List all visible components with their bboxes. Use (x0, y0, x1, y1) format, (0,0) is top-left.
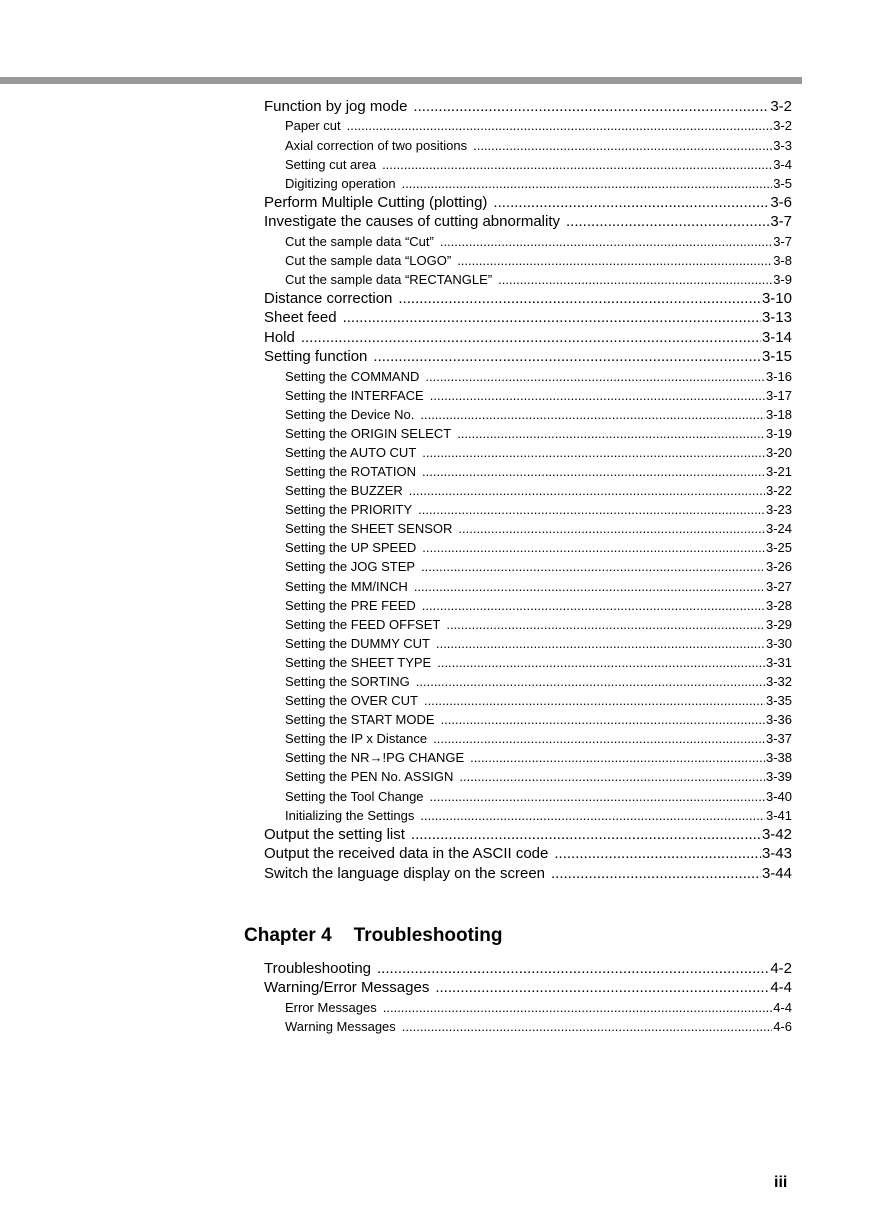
toc-entry-page: 3-40 (765, 788, 792, 804)
toc-entry-label: Function by jog mode (264, 98, 408, 115)
toc-subentry[interactable] (264, 443, 792, 462)
dot-leader (422, 443, 765, 462)
toc-subentry[interactable] (264, 577, 792, 596)
toc-subentry[interactable] (264, 155, 792, 174)
toc-entry-label: Cut the sample data “Cut” (285, 233, 434, 249)
toc-entry-label: Troubleshooting (264, 960, 372, 977)
toc-entry-label: Investigate the causes of cutting abnormality (264, 213, 561, 231)
dot-leader (383, 998, 772, 1017)
toc-entry[interactable] (264, 825, 792, 844)
dot-leader (430, 386, 765, 405)
toc-entry-page: 3-29 (765, 616, 792, 632)
dot-leader (458, 519, 765, 538)
toc-subentry[interactable] (264, 557, 792, 576)
toc-entry-page: 3-4 (773, 156, 792, 172)
toc-entry-page: 3-20 (765, 444, 792, 460)
chapter-title: Troubleshooting (353, 925, 503, 946)
toc-entry-label: Initializing the Settings (285, 807, 415, 823)
dot-leader (422, 462, 765, 481)
dot-leader (421, 557, 765, 576)
toc-subentry[interactable] (264, 1017, 792, 1036)
dot-leader (418, 500, 765, 519)
dot-leader (420, 806, 765, 825)
dot-leader (402, 174, 773, 193)
toc-entry-page: 3-23 (765, 502, 792, 518)
dot-leader (420, 405, 765, 424)
toc-entry-page: 3-36 (765, 712, 792, 728)
toc-entry-page: 3-14 (761, 328, 792, 346)
toc-entry[interactable] (264, 97, 792, 116)
toc-entry[interactable] (264, 864, 792, 883)
dot-leader (377, 959, 769, 978)
toc-subentry[interactable] (264, 767, 792, 786)
toc-entry-page: 3-38 (765, 750, 792, 766)
dot-leader (402, 1017, 772, 1036)
toc-subentry[interactable] (264, 729, 792, 748)
dot-leader (411, 825, 761, 844)
dot-leader (301, 328, 761, 347)
toc-entry-page: 3-26 (765, 559, 792, 575)
toc-entry-page: 4-4 (770, 979, 792, 997)
toc-entry-label: Setting the COMMAND (285, 368, 420, 384)
toc-subentry[interactable] (264, 691, 792, 710)
toc-entry-page: 3-15 (761, 348, 792, 366)
toc-subentry[interactable] (264, 519, 792, 538)
toc-entry-label: Distance correction (264, 289, 393, 307)
chapter-heading (244, 925, 502, 947)
toc-entry-page: 3-6 (770, 193, 792, 211)
toc-subentry[interactable] (264, 653, 792, 672)
toc-entry-page: 3-2 (770, 98, 792, 115)
dot-leader (498, 270, 772, 289)
toc-entry-label: Setting the FEED OFFSET (285, 616, 441, 632)
toc-subentry[interactable] (264, 998, 792, 1017)
toc-subentry[interactable] (264, 748, 792, 767)
toc-subentry[interactable] (264, 596, 792, 615)
toc-entry-label: Hold (264, 328, 295, 346)
toc-entry-page: 3-32 (765, 674, 792, 689)
toc-entry-label: Switch the language display on the screen (264, 864, 546, 882)
toc-subentry[interactable] (264, 462, 792, 481)
toc-entry-page: 3-41 (765, 807, 792, 823)
toc-entry[interactable] (264, 308, 792, 327)
dot-leader (437, 653, 765, 672)
toc-entry-page: 3-42 (761, 825, 792, 843)
toc-entry-label: Warning/Error Messages (264, 979, 430, 997)
dot-leader (424, 691, 765, 710)
toc-entry-page: 3-16 (765, 368, 792, 384)
dot-leader (409, 481, 765, 500)
page-number: iii (774, 1174, 788, 1191)
toc-entry-label: Setting the INTERFACE (285, 387, 424, 403)
toc-subentry[interactable] (264, 538, 792, 557)
toc-entry-page: 3-5 (773, 175, 792, 191)
dot-leader (416, 672, 765, 691)
toc-subentry[interactable] (264, 386, 792, 405)
toc-entry-page: 3-9 (773, 271, 792, 287)
toc-entry-label: Setting the START MODE (285, 712, 435, 728)
toc-entry-page: 3-43 (761, 845, 792, 863)
dot-leader (459, 767, 765, 786)
dot-leader (457, 424, 765, 443)
toc-entry-label: Output the received data in the ASCII code (264, 845, 549, 863)
toc-entry-label: Perform Multiple Cutting (plotting) (264, 193, 488, 211)
dot-leader (413, 97, 769, 116)
toc-subentry[interactable] (264, 615, 792, 634)
dot-leader (433, 729, 765, 748)
toc-entry-page: 3-21 (765, 463, 792, 479)
toc-entry-label: Output the setting list (264, 825, 405, 843)
toc-entry-label: Setting function (264, 348, 368, 366)
toc-entry-label: Setting the UP SPEED (285, 540, 417, 556)
toc-entry-label: Setting the Tool Change (285, 788, 424, 804)
toc-entry-page: 3-28 (765, 597, 792, 613)
toc-entry-label: Setting the NR→!PG CHANGE (285, 750, 465, 766)
toc-entry[interactable] (264, 328, 792, 347)
toc-entry[interactable] (264, 844, 792, 863)
toc-entry-label: Setting the JOG STEP (285, 559, 416, 575)
toc-entry-label: Setting the ORIGIN SELECT (285, 425, 452, 441)
toc-entry-label: Setting the PEN No. ASSIGN (285, 769, 454, 785)
toc-entry-page: 3-22 (765, 483, 792, 499)
toc-subentry[interactable] (264, 174, 792, 193)
toc-chapter3-continued (264, 97, 792, 883)
dot-leader (382, 155, 772, 174)
dot-leader (422, 538, 765, 557)
toc-entry-page: 3-19 (765, 425, 792, 441)
dot-leader (493, 193, 769, 212)
toc-entry-page: 3-25 (765, 540, 792, 556)
toc-subentry[interactable] (264, 672, 792, 691)
toc-entry-label: Digitizing operation (285, 175, 396, 191)
toc-entry[interactable] (264, 212, 792, 231)
toc-entry-page: 3-44 (761, 864, 792, 882)
toc-entry[interactable] (264, 978, 792, 997)
toc-entry-label: Setting the IP x Distance (285, 731, 428, 747)
toc-entry-label: Sheet feed (264, 309, 337, 327)
dot-leader (343, 308, 761, 327)
toc-entry-page: 3-30 (765, 635, 792, 651)
toc-entry-label: Setting the OVER CUT (285, 693, 418, 709)
dot-leader (430, 787, 765, 806)
toc-entry-label: Setting the SORTING (285, 674, 410, 689)
dot-leader (436, 634, 765, 653)
toc-entry-page: 3-31 (765, 654, 792, 670)
toc-entry[interactable] (264, 959, 792, 978)
toc-entry-page: 3-18 (765, 406, 792, 422)
toc-entry-page: 3-17 (765, 387, 792, 403)
dot-leader (422, 596, 765, 615)
dot-leader (347, 116, 773, 135)
toc-entry-label: Setting the BUZZER (285, 483, 403, 499)
toc-subentry[interactable] (264, 481, 792, 500)
dot-leader (457, 251, 772, 270)
toc-entry-page: 3-10 (761, 289, 792, 307)
toc-subentry[interactable] (264, 806, 792, 825)
toc-entry-page: 3-7 (770, 213, 792, 231)
toc-entry-label: Cut the sample data “RECTANGLE” (285, 271, 493, 287)
toc-subentry[interactable] (264, 405, 792, 424)
toc-entry-page: 3-3 (773, 137, 792, 153)
toc-entry-label: Setting the PRE FEED (285, 597, 416, 613)
toc-subentry[interactable] (264, 232, 792, 251)
toc-entry[interactable] (264, 193, 792, 212)
header-rule (0, 77, 802, 84)
toc-entry-page: 3-37 (765, 731, 792, 747)
dot-leader (446, 615, 765, 634)
toc-entry-label: Setting the ROTATION (285, 463, 417, 479)
toc-subentry[interactable] (264, 270, 792, 289)
dot-leader (425, 367, 765, 386)
toc-entry-label: Axial correction of two positions (285, 137, 468, 153)
toc-entry-page: 4-4 (773, 999, 792, 1015)
dot-leader (440, 232, 772, 251)
toc-entry-label: Paper cut (285, 118, 341, 134)
toc-subentry[interactable] (264, 787, 792, 806)
toc-entry-page: 3-27 (765, 578, 792, 594)
dot-leader (398, 289, 761, 308)
toc-entry-label: Setting the AUTO CUT (285, 444, 417, 460)
dot-leader (551, 864, 761, 883)
toc-entry-page: 3-2 (773, 118, 792, 134)
dot-leader (414, 577, 765, 596)
toc-entry[interactable] (264, 347, 792, 366)
toc-entry-label: Setting the PRIORITY (285, 502, 413, 518)
toc-subentry[interactable] (264, 500, 792, 519)
toc-subentry[interactable] (264, 116, 792, 135)
toc-subentry[interactable] (264, 251, 792, 270)
dot-leader (566, 212, 769, 231)
toc-entry-label: Setting the DUMMY CUT (285, 635, 430, 651)
toc-entry-page: 3-7 (773, 233, 792, 249)
toc-entry-label: Setting cut area (285, 156, 377, 172)
dot-leader (435, 978, 769, 997)
toc-entry-page: 3-13 (761, 309, 792, 327)
dot-leader (441, 710, 765, 729)
toc-entry-page: 4-6 (773, 1018, 792, 1034)
toc-chapter4 (264, 959, 792, 1036)
toc-entry-label: Setting the MM/INCH (285, 578, 408, 594)
dot-leader (373, 347, 761, 366)
dot-leader (470, 748, 765, 767)
toc-entry-page: 3-35 (765, 693, 792, 709)
toc-entry-page: 3-39 (765, 769, 792, 785)
toc-entry-page: 4-2 (770, 960, 792, 977)
toc-entry-label: Cut the sample data “LOGO” (285, 252, 452, 268)
toc-entry-label: Warning Messages (285, 1018, 396, 1034)
toc-subentry[interactable] (264, 634, 792, 653)
toc-entry[interactable] (264, 289, 792, 308)
toc-subentry[interactable] (264, 424, 792, 443)
toc-subentry[interactable] (264, 367, 792, 386)
chapter-number: Chapter 4 (244, 925, 332, 946)
toc-entry-label: Setting the Device No. (285, 406, 415, 422)
toc-entry-label: Setting the SHEET SENSOR (285, 521, 453, 537)
toc-entry-page: 3-24 (765, 521, 792, 537)
toc-entry-label: Error Messages (285, 999, 377, 1015)
dot-leader (554, 844, 761, 863)
toc-entry-page: 3-8 (773, 252, 792, 268)
toc-entry-label: Setting the SHEET TYPE (285, 654, 432, 670)
toc-subentry[interactable] (264, 136, 792, 155)
dot-leader (473, 136, 772, 155)
toc-subentry[interactable] (264, 710, 792, 729)
